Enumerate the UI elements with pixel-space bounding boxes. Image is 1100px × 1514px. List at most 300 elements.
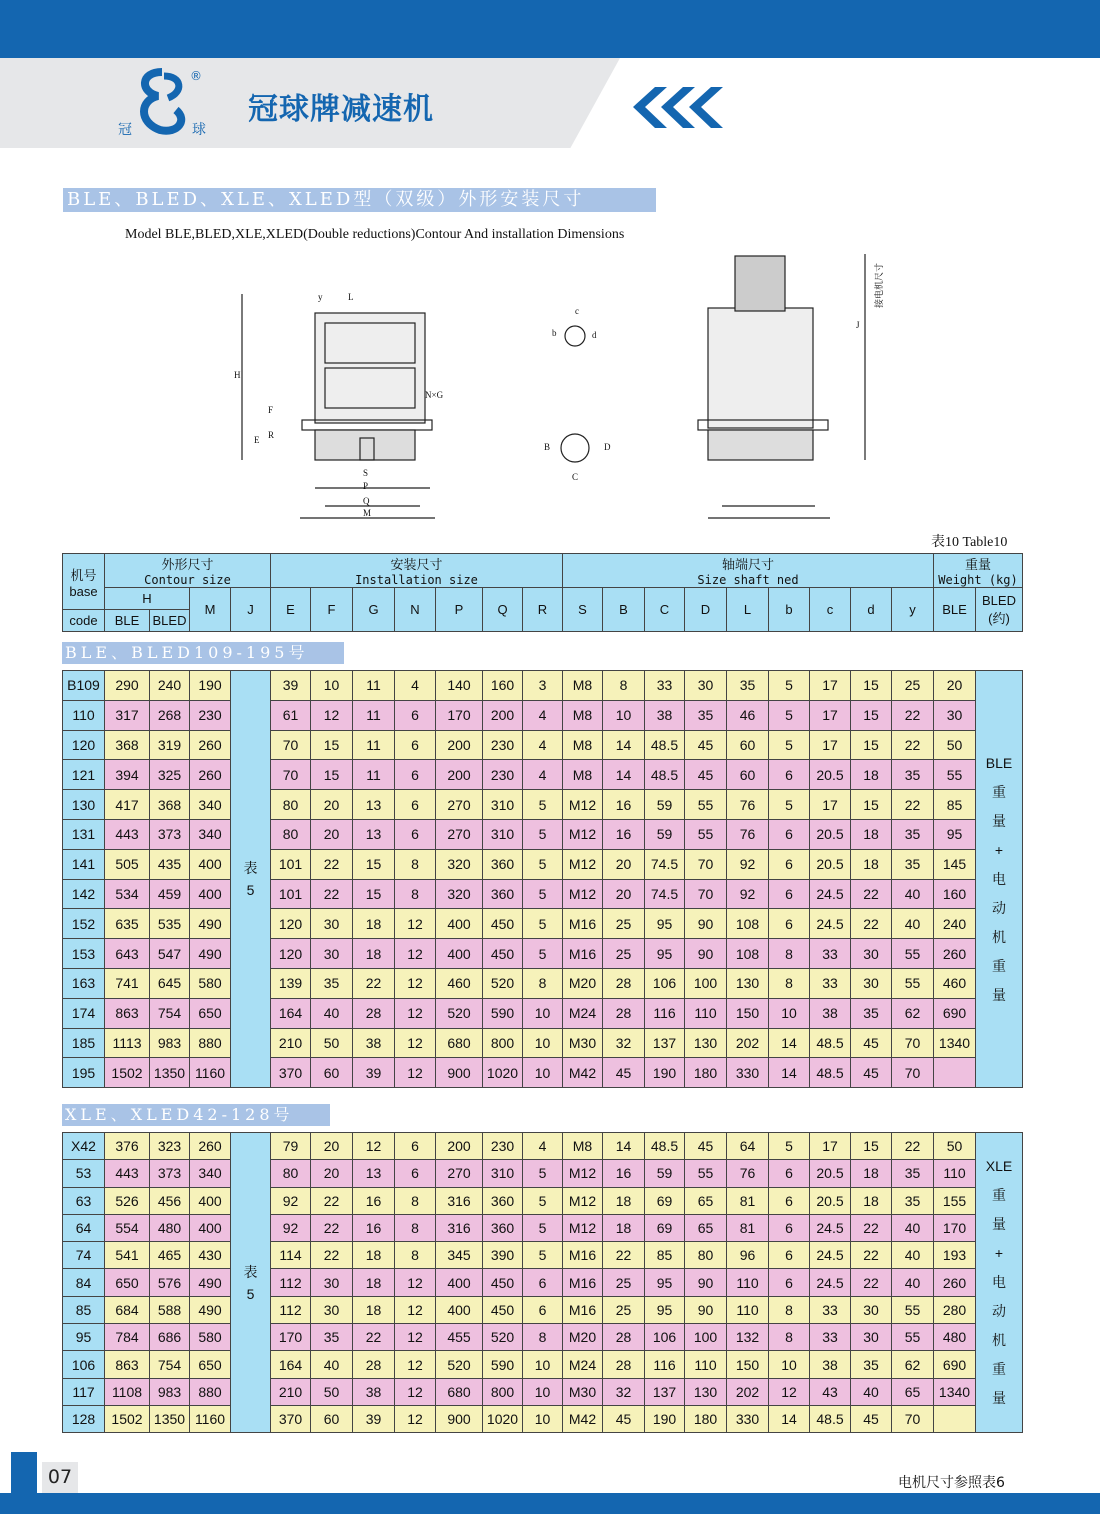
hdr-b: b	[769, 588, 810, 632]
top-bar	[0, 0, 1100, 58]
value-cell: 270	[436, 1160, 483, 1187]
value-cell: 92	[727, 879, 769, 909]
value-cell: 18	[353, 909, 395, 939]
motor-size-note: 电机尺寸参照表6	[898, 1475, 1005, 1491]
table-row	[63, 1160, 1023, 1187]
value-cell: 95	[645, 939, 685, 969]
value-cell: 50	[934, 730, 976, 760]
value-cell: 22	[311, 849, 353, 879]
value-cell: 132	[727, 1324, 769, 1351]
value-cell: 20	[603, 849, 645, 879]
value-cell: 193	[934, 1242, 976, 1269]
value-cell: 310	[483, 1160, 523, 1187]
dim-label-d: d	[592, 330, 597, 340]
value-cell: 62	[892, 1351, 934, 1378]
value-cell: 11	[353, 671, 395, 701]
value-cell: 6	[523, 1269, 563, 1296]
value-cell: 360	[483, 849, 523, 879]
hdr-base-code	[63, 554, 105, 610]
value-cell: 443	[105, 1160, 150, 1187]
value-cell: 680	[436, 1028, 483, 1058]
value-cell: 48.5	[645, 730, 685, 760]
value-cell: 450	[483, 909, 523, 939]
value-cell: 50	[311, 1378, 353, 1405]
weight-note-char: 量	[992, 986, 1006, 1003]
value-cell: 95	[645, 1269, 685, 1296]
value-cell: M8	[563, 730, 603, 760]
value-cell: 28	[353, 1351, 395, 1378]
value-cell: 10	[523, 1378, 563, 1405]
table-row	[63, 1378, 1023, 1405]
value-cell: M16	[563, 909, 603, 939]
weight-note	[976, 671, 1023, 1088]
value-cell: 101	[271, 849, 311, 879]
value-cell: 10	[523, 1058, 563, 1088]
value-cell: 12	[395, 1351, 436, 1378]
value-cell: 38	[810, 1351, 851, 1378]
value-cell: 8	[769, 1324, 810, 1351]
value-cell: 100	[685, 968, 727, 998]
value-cell: 645	[150, 968, 190, 998]
value-cell: M12	[563, 879, 603, 909]
value-cell: M8	[563, 700, 603, 730]
value-cell: 370	[271, 1405, 311, 1432]
value-cell: 520	[483, 1324, 523, 1351]
value-cell: 45	[685, 1133, 727, 1160]
value-cell: 465	[150, 1242, 190, 1269]
weight-note-char: BLE	[985, 754, 1013, 771]
value-cell: 38	[353, 1028, 395, 1058]
value-cell: 17	[810, 1133, 851, 1160]
value-cell: 110	[727, 1269, 769, 1296]
hdr-R: R	[523, 588, 563, 632]
value-cell: 8	[523, 968, 563, 998]
value-cell: 50	[934, 1133, 976, 1160]
value-cell: 15	[353, 849, 395, 879]
value-cell: 12	[769, 1378, 810, 1405]
value-cell: 24.5	[810, 879, 851, 909]
value-cell: 260	[934, 939, 976, 969]
hdr-base-code-en1: base	[69, 583, 98, 599]
value-cell: 210	[271, 1378, 311, 1405]
value-cell: M16	[563, 1242, 603, 1269]
value-cell: 400	[190, 879, 231, 909]
hdr-shaft	[563, 554, 934, 588]
hdr-weight	[934, 554, 1023, 588]
value-cell: 30	[851, 1296, 892, 1323]
value-cell: 170	[271, 1324, 311, 1351]
value-cell: 40	[892, 1269, 934, 1296]
value-cell: 45	[685, 730, 727, 760]
value-cell: 490	[190, 909, 231, 939]
value-cell: 95	[934, 819, 976, 849]
value-cell: 96	[727, 1242, 769, 1269]
value-cell: 8	[395, 849, 436, 879]
value-cell: 5	[769, 671, 810, 701]
table-row	[63, 1214, 1023, 1241]
value-cell: 5	[523, 879, 563, 909]
value-cell: 130	[727, 968, 769, 998]
value-cell: 110	[934, 1160, 976, 1187]
value-cell: 6	[395, 1160, 436, 1187]
value-cell: 202	[727, 1028, 769, 1058]
value-cell: 8	[603, 671, 645, 701]
base-code-cell: 84	[63, 1269, 105, 1296]
value-cell: 6	[769, 819, 810, 849]
value-cell: 5	[523, 1187, 563, 1214]
value-cell: 48.5	[645, 1133, 685, 1160]
value-cell: 39	[271, 671, 311, 701]
base-code-cell: 85	[63, 1296, 105, 1323]
base-code-cell: 174	[63, 998, 105, 1028]
value-cell: 200	[483, 700, 523, 730]
value-cell: 684	[105, 1296, 150, 1323]
value-cell: 588	[150, 1296, 190, 1323]
hdr-B: B	[603, 588, 645, 632]
value-cell: 8	[523, 1324, 563, 1351]
value-cell: 4	[523, 730, 563, 760]
value-cell: 10	[523, 1351, 563, 1378]
value-cell: 180	[685, 1058, 727, 1088]
value-cell: 373	[150, 1160, 190, 1187]
value-cell: 65	[685, 1187, 727, 1214]
value-cell: 541	[105, 1242, 150, 1269]
value-cell: 13	[353, 790, 395, 820]
value-cell: 110	[727, 1296, 769, 1323]
base-code-cell: 131	[63, 819, 105, 849]
value-cell: 106	[645, 1324, 685, 1351]
value-cell: 24.5	[810, 909, 851, 939]
value-cell: 17	[810, 671, 851, 701]
value-cell: 20	[311, 790, 353, 820]
value-cell: 3	[523, 671, 563, 701]
value-cell: 505	[105, 849, 150, 879]
footer-bar	[0, 1493, 1100, 1514]
value-cell: 55	[934, 760, 976, 790]
value-cell: 5	[523, 1242, 563, 1269]
value-cell: 526	[105, 1187, 150, 1214]
value-cell: 400	[436, 1269, 483, 1296]
value-cell: M8	[563, 671, 603, 701]
value-cell: 754	[150, 1351, 190, 1378]
value-cell: 370	[271, 1058, 311, 1088]
value-cell: 10	[769, 1351, 810, 1378]
value-cell: 28	[603, 1351, 645, 1378]
value-cell: 6	[769, 1269, 810, 1296]
value-cell: 55	[892, 968, 934, 998]
hdr-contour	[105, 554, 271, 588]
hdr-contour-en: Contour size	[105, 573, 270, 587]
value-cell: 164	[271, 998, 311, 1028]
value-cell: 360	[483, 879, 523, 909]
hdr-contour-cn: 外形尺寸	[161, 557, 214, 572]
dim-label-M: M	[363, 508, 372, 518]
value-cell: 376	[105, 1133, 150, 1160]
value-cell: 310	[483, 790, 523, 820]
table-row	[63, 1028, 1023, 1058]
see-table5-label: 表	[243, 860, 258, 877]
hdr-H-bled: BLED	[150, 610, 190, 632]
hdr-shaft-en: Size shaft ned	[563, 573, 933, 587]
value-cell: 6	[395, 790, 436, 820]
value-cell: 33	[810, 968, 851, 998]
hdr-w-bled	[976, 588, 1023, 632]
value-cell: 6	[769, 909, 810, 939]
value-cell: 1340	[934, 1378, 976, 1405]
hdr-C: C	[645, 588, 685, 632]
value-cell: 28	[603, 998, 645, 1028]
value-cell: 74.5	[645, 849, 685, 879]
hdr-D: D	[685, 588, 727, 632]
base-code-cell: 128	[63, 1405, 105, 1432]
value-cell: 680	[436, 1378, 483, 1405]
value-cell: M12	[563, 1160, 603, 1187]
value-cell: 1350	[150, 1058, 190, 1088]
value-cell: M12	[563, 1214, 603, 1241]
value-cell: 160	[483, 671, 523, 701]
value-cell: 30	[311, 1296, 353, 1323]
value-cell: 14	[769, 1028, 810, 1058]
weight-note-char: +	[994, 1245, 1004, 1262]
weight-note-char: 重	[992, 1187, 1006, 1204]
value-cell: 260	[190, 730, 231, 760]
value-cell: 80	[685, 1242, 727, 1269]
hdr-G: G	[353, 588, 395, 632]
value-cell: 8	[395, 879, 436, 909]
value-cell: 290	[105, 671, 150, 701]
table-row	[63, 760, 1023, 790]
value-cell: 12	[395, 1378, 436, 1405]
value-cell: 12	[311, 700, 353, 730]
base-code-cell: 152	[63, 909, 105, 939]
value-cell: 108	[727, 939, 769, 969]
value-cell: 10	[769, 998, 810, 1028]
table-row	[63, 1405, 1023, 1432]
value-cell: 6	[769, 760, 810, 790]
hdr-H-ble: BLE	[105, 610, 150, 632]
hdr-P: P	[436, 588, 483, 632]
hdr-install-en: Installation size	[271, 573, 562, 587]
hdr-H: H	[105, 588, 190, 610]
value-cell: 32	[603, 1378, 645, 1405]
value-cell: 11	[353, 760, 395, 790]
value-cell: 18	[603, 1214, 645, 1241]
value-cell: 368	[150, 790, 190, 820]
base-code-cell: 74	[63, 1242, 105, 1269]
value-cell: 240	[934, 909, 976, 939]
weight-note-char: XLE	[985, 1158, 1013, 1175]
weight-note-char: 量	[992, 1216, 1006, 1233]
value-cell: 400	[436, 909, 483, 939]
value-cell: 120	[271, 939, 311, 969]
value-cell: 20	[311, 1160, 353, 1187]
value-cell: 18	[851, 1160, 892, 1187]
dim-label-J: J	[856, 320, 860, 330]
value-cell: 10	[523, 1405, 563, 1432]
value-cell: 22	[892, 1133, 934, 1160]
value-cell: 800	[483, 1028, 523, 1058]
value-cell: 435	[150, 849, 190, 879]
value-cell: 40	[311, 1351, 353, 1378]
dim-label-L: L	[348, 292, 354, 302]
weight-note-char: 电	[992, 870, 1006, 887]
value-cell: 14	[603, 730, 645, 760]
dim-label-Q: Q	[363, 496, 370, 506]
value-cell: 863	[105, 998, 150, 1028]
value-cell: 60	[311, 1405, 353, 1432]
brand-logo	[112, 64, 212, 144]
value-cell: 18	[353, 1269, 395, 1296]
value-cell: 590	[483, 998, 523, 1028]
value-cell: 280	[934, 1296, 976, 1323]
value-cell: 580	[190, 1324, 231, 1351]
value-cell: 450	[483, 1296, 523, 1323]
value-cell: 65	[685, 1214, 727, 1241]
value-cell: 55	[892, 939, 934, 969]
value-cell: 70	[271, 730, 311, 760]
value-cell: 39	[353, 1405, 395, 1432]
table-row	[63, 909, 1023, 939]
base-code-cell: 95	[63, 1324, 105, 1351]
value-cell: M20	[563, 968, 603, 998]
value-cell	[934, 1405, 976, 1432]
value-cell: 35	[851, 1351, 892, 1378]
value-cell: 18	[353, 1242, 395, 1269]
value-cell: 18	[353, 1296, 395, 1323]
value-cell: 110	[685, 998, 727, 1028]
value-cell: 33	[810, 1296, 851, 1323]
value-cell: 30	[311, 1269, 353, 1296]
value-cell: 1020	[483, 1058, 523, 1088]
weight-note-char: 动	[992, 1303, 1006, 1320]
value-cell: 12	[395, 1058, 436, 1088]
hdr-S: S	[563, 588, 603, 632]
value-cell: 25	[603, 909, 645, 939]
base-code-cell: 117	[63, 1378, 105, 1405]
value-cell: 22	[851, 1214, 892, 1241]
value-cell: 6	[769, 1187, 810, 1214]
value-cell: M8	[563, 760, 603, 790]
value-cell: 59	[645, 1160, 685, 1187]
value-cell: 8	[395, 1187, 436, 1214]
value-cell: 6	[395, 730, 436, 760]
value-cell: 35	[892, 760, 934, 790]
hdr-J: J	[231, 588, 271, 632]
value-cell: 6	[395, 819, 436, 849]
value-cell: 25	[603, 939, 645, 969]
value-cell: 202	[727, 1378, 769, 1405]
value-cell: 5	[769, 790, 810, 820]
chevron-arrows-icon	[625, 85, 735, 130]
value-cell: 22	[851, 1242, 892, 1269]
value-cell: 6	[769, 1242, 810, 1269]
value-cell: 92	[271, 1214, 311, 1241]
value-cell: 20	[311, 1133, 353, 1160]
page-marker	[11, 1452, 37, 1493]
value-cell: 983	[150, 1378, 190, 1405]
value-cell: 22	[353, 1324, 395, 1351]
value-cell: 18	[851, 819, 892, 849]
value-cell: 5	[523, 909, 563, 939]
value-cell: 25	[603, 1269, 645, 1296]
table-row	[63, 1351, 1023, 1378]
dim-label-E: E	[254, 435, 260, 445]
value-cell: 4	[395, 671, 436, 701]
table-row	[63, 1269, 1023, 1296]
value-cell: 160	[934, 879, 976, 909]
value-cell: 69	[645, 1214, 685, 1241]
value-cell: 580	[190, 968, 231, 998]
value-cell: 547	[150, 939, 190, 969]
value-cell: 6	[395, 700, 436, 730]
value-cell: 24.5	[810, 1269, 851, 1296]
value-cell: 45	[851, 1028, 892, 1058]
value-cell: 114	[271, 1242, 311, 1269]
hdr-F: F	[311, 588, 353, 632]
base-code-cell: 53	[63, 1160, 105, 1187]
value-cell: 1020	[483, 1405, 523, 1432]
value-cell: 95	[645, 1296, 685, 1323]
value-cell: M16	[563, 1269, 603, 1296]
value-cell: 863	[105, 1351, 150, 1378]
base-code-cell: 141	[63, 849, 105, 879]
value-cell: 116	[645, 998, 685, 1028]
value-cell: 268	[150, 700, 190, 730]
value-cell: 643	[105, 939, 150, 969]
value-cell: 170	[436, 700, 483, 730]
value-cell: 22	[311, 1242, 353, 1269]
base-code-cell: 163	[63, 968, 105, 998]
value-cell: 650	[190, 998, 231, 1028]
hdr-base-code-cn: 机号	[70, 567, 97, 583]
hdr-shaft-cn: 轴端尺寸	[721, 557, 774, 572]
value-cell: 70	[892, 1405, 934, 1432]
value-cell: M30	[563, 1378, 603, 1405]
logo-right-char: 球	[192, 122, 206, 138]
value-cell: 38	[353, 1378, 395, 1405]
value-cell: 360	[483, 1214, 523, 1241]
base-code-cell: 63	[63, 1187, 105, 1214]
value-cell: 400	[190, 849, 231, 879]
table-row	[63, 1242, 1023, 1269]
value-cell: 316	[436, 1187, 483, 1214]
value-cell: M20	[563, 1324, 603, 1351]
value-cell: 459	[150, 879, 190, 909]
value-cell: 180	[685, 1405, 727, 1432]
value-cell: 62	[892, 998, 934, 1028]
value-cell: 400	[190, 1187, 231, 1214]
value-cell: M16	[563, 939, 603, 969]
dim-label-D: D	[604, 442, 611, 452]
dim-label-c: c	[575, 306, 579, 316]
value-cell: 450	[483, 939, 523, 969]
value-cell: 116	[645, 1351, 685, 1378]
value-cell: 60	[727, 730, 769, 760]
weight-note-char: 量	[992, 812, 1006, 829]
value-cell: 18	[603, 1187, 645, 1214]
value-cell: 190	[190, 671, 231, 701]
table-row	[63, 819, 1023, 849]
value-cell: 15	[311, 730, 353, 760]
weight-note-char: 机	[992, 1332, 1006, 1349]
value-cell: 12	[395, 909, 436, 939]
base-code-cell: 110	[63, 700, 105, 730]
value-cell: 5	[523, 849, 563, 879]
value-cell: 85	[645, 1242, 685, 1269]
value-cell: 40	[851, 1378, 892, 1405]
base-code-cell: 185	[63, 1028, 105, 1058]
value-cell: 340	[190, 819, 231, 849]
